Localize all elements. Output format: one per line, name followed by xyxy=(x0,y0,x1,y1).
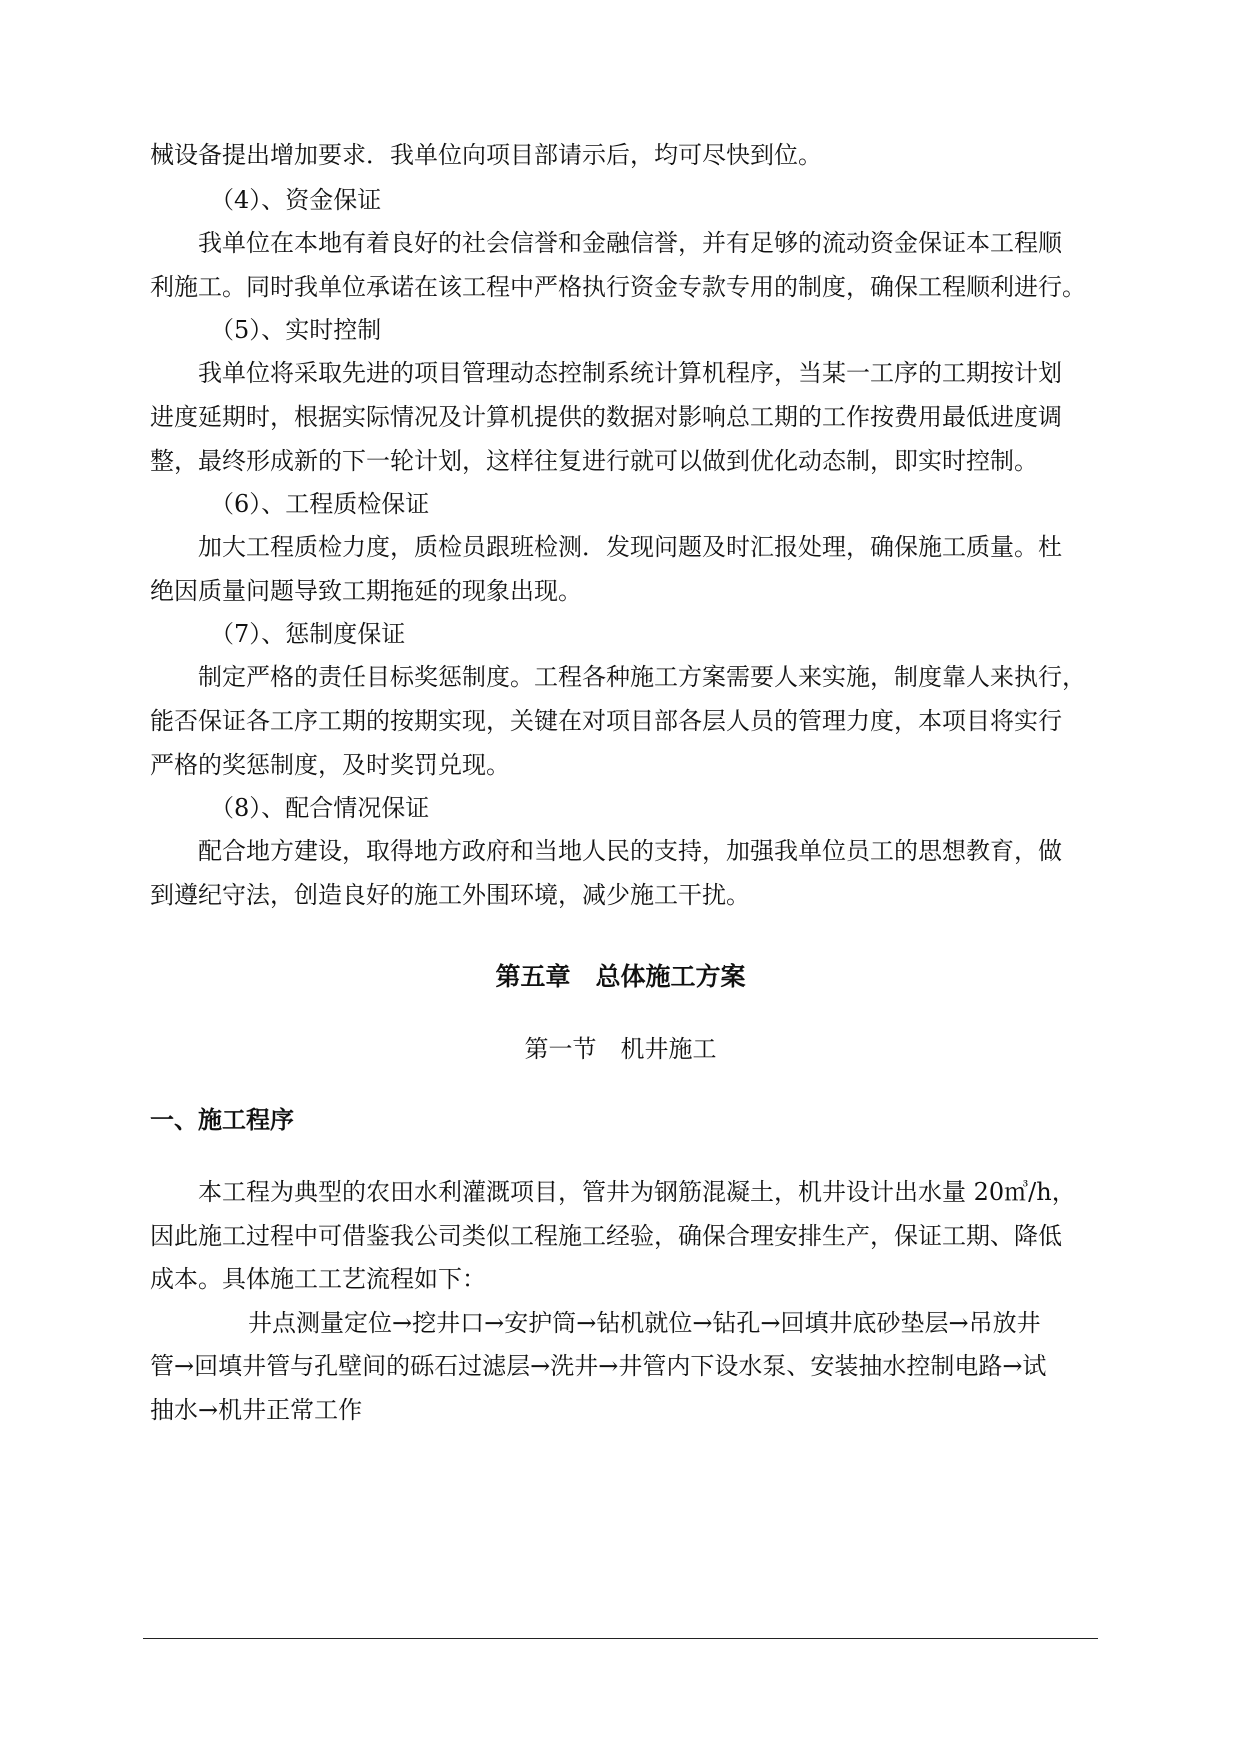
subsection-heading: （5）、实时控制 xyxy=(210,316,382,344)
subheading: 一、施工程序 xyxy=(150,1106,294,1134)
process-flow-line: 管→回填井管与孔壁间的砾石过滤层→洗井→井管内下设水泵、安装抽水控制电路→试 xyxy=(150,1352,1047,1380)
subsection-heading: （8）、配合情况保证 xyxy=(210,794,430,822)
text-line: 利施工。同时我单位承诺在该工程中严格执行资金专款专用的制度，确保工程顺利进行。 xyxy=(150,273,1086,301)
text-line: 我单位将采取先进的项目管理动态控制系统计算机程序，当某一工序的工期按计划 xyxy=(198,359,1062,387)
text-line: 严格的奖惩制度，及时奖罚兑现。 xyxy=(150,751,510,779)
chapter-title: 第五章 总体施工方案 xyxy=(495,962,746,991)
text-line: 制定严格的责任目标奖惩制度。工程各种施工方案需要人来实施，制度靠人来执行， xyxy=(198,663,1086,691)
subsection-heading: （4）、资金保证 xyxy=(210,186,382,214)
process-flow-line: 井点测量定位→挖井口→安护筒→钻机就位→钻孔→回填井底砂垫层→吊放井 xyxy=(248,1309,1041,1337)
process-flow-line: 抽水→机井正常工作 xyxy=(150,1396,363,1424)
text-line: 配合地方建设，取得地方政府和当地人民的支持，加强我单位员工的思想教育，做 xyxy=(198,837,1062,865)
section-title: 第一节 机井施工 xyxy=(524,1035,717,1063)
text-line: 整，最终形成新的下一轮计划，这样往复进行就可以做到优化动态制，即实时控制。 xyxy=(150,447,1038,475)
text-line: 到遵纪守法，创造良好的施工外围环境，减少施工干扰。 xyxy=(150,881,750,909)
text-line: 械设备提出增加要求．我单位向项目部请示后，均可尽快到位。 xyxy=(150,141,822,169)
text-line: 本工程为典型的农田水利灌溉项目，管井为钢筋混凝土，机井设计出水量 20㎥/h， xyxy=(198,1178,1076,1206)
text-line: 因此施工过程中可借鉴我公司类似工程施工经验，确保合理安排生产，保证工期、降低 xyxy=(150,1222,1062,1250)
text-line: 绝因质量问题导致工期拖延的现象出现。 xyxy=(150,577,582,605)
text-line: 进度延期时，根据实际情况及计算机提供的数据对影响总工期的工作按费用最低进度调 xyxy=(150,403,1062,431)
subsection-heading: （7）、惩制度保证 xyxy=(210,620,406,648)
text-line: 能否保证各工序工期的按期实现，关键在对项目部各层人员的管理力度，本项目将实行 xyxy=(150,707,1062,735)
text-line: 成本。具体施工工艺流程如下： xyxy=(150,1265,486,1293)
footer-rule xyxy=(143,1638,1098,1639)
text-line: 加大工程质检力度，质检员跟班检测．发现问题及时汇报处理，确保施工质量。杜 xyxy=(198,533,1062,561)
text-line: 我单位在本地有着良好的社会信誉和金融信誉，并有足够的流动资金保证本工程顺 xyxy=(198,229,1062,257)
subsection-heading: （6）、工程质检保证 xyxy=(210,490,430,518)
